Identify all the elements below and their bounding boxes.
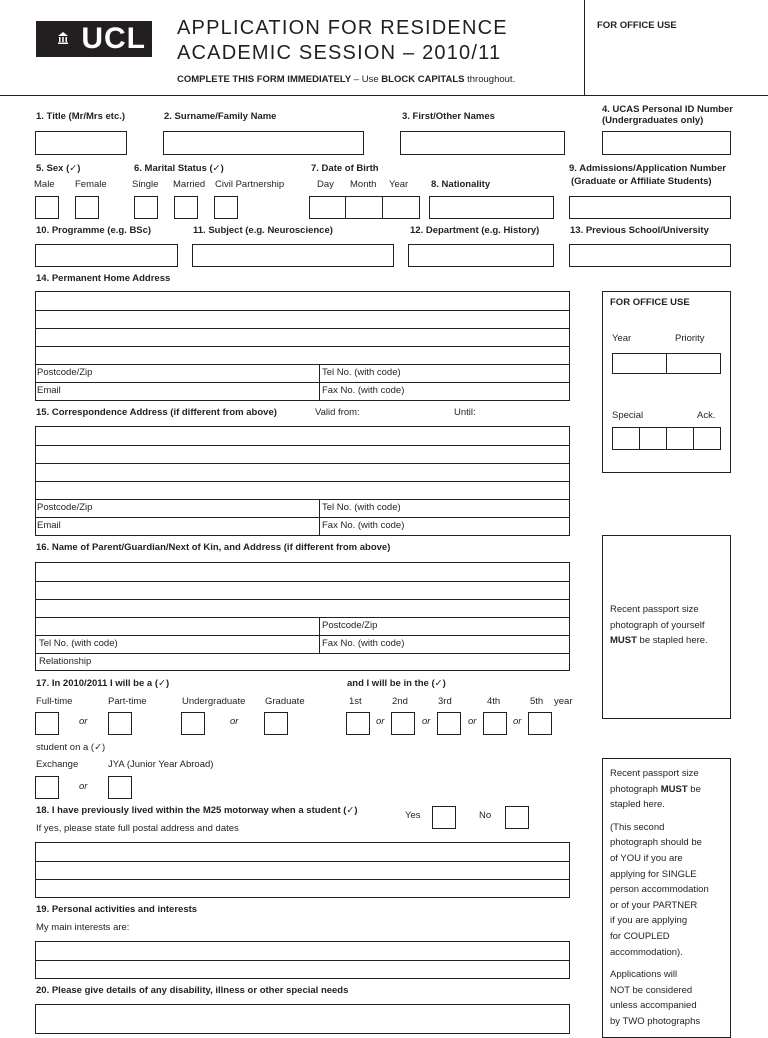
address-rule xyxy=(36,445,569,446)
m25-address-block[interactable] xyxy=(35,842,570,898)
label-programme: 10. Programme (e.g. BSc) xyxy=(36,225,152,236)
office-panel-title: FOR OFFICE USE xyxy=(610,297,690,308)
label-dob: 7. Date of Birth xyxy=(311,163,379,174)
or-text: or xyxy=(79,716,88,727)
undergraduate-checkbox[interactable] xyxy=(181,712,205,735)
label-first-names: 3. First/Other Names xyxy=(402,111,495,122)
label-civil-partnership: Civil Partnership xyxy=(215,179,285,190)
jya-checkbox[interactable] xyxy=(108,776,132,799)
year-2-checkbox[interactable] xyxy=(391,712,415,735)
or-text: or xyxy=(468,716,477,727)
form-subtitle: ACADEMIC SESSION – 2010/11 xyxy=(177,42,502,64)
address-divider xyxy=(319,364,320,401)
address-divider xyxy=(319,499,320,536)
address-rule xyxy=(36,960,569,961)
dob-month-field[interactable] xyxy=(345,196,383,219)
address-rule xyxy=(36,879,569,880)
label-previous-school: 13. Previous School/University xyxy=(570,225,709,236)
label-ucas-id: 4. UCAS Personal ID Number xyxy=(602,104,733,115)
special-needs-block[interactable] xyxy=(35,1004,570,1034)
first-names-field[interactable] xyxy=(400,131,565,155)
label-graduate: Graduate xyxy=(265,696,305,707)
label-year-1: 1st xyxy=(349,696,362,707)
label-title: 1. Title (Mr/Mrs etc.) xyxy=(36,111,126,122)
office-year-field[interactable] xyxy=(612,353,667,374)
label-year-of-study: and I will be in the (✓) xyxy=(347,678,446,689)
label-year: Year xyxy=(389,179,409,190)
office-ack-field-1[interactable] xyxy=(666,427,694,450)
address-rule xyxy=(36,635,569,636)
label-department: 12. Department (e.g. History) xyxy=(410,225,540,236)
full-time-checkbox[interactable] xyxy=(35,712,59,735)
label-month: Month xyxy=(350,179,377,190)
marital-single-checkbox[interactable] xyxy=(134,196,158,219)
home-tel-label: Tel No. (with code) xyxy=(322,367,401,378)
label-student-on: student on a (✓) xyxy=(36,742,106,753)
label-part-time: Part-time xyxy=(108,696,147,707)
label-exchange: Exchange xyxy=(36,759,79,770)
label-student-type: 17. In 2010/2011 I will be a (✓) xyxy=(36,678,170,689)
ucl-logo xyxy=(36,21,152,57)
kin-fax-label: Fax No. (with code) xyxy=(322,638,405,649)
address-rule xyxy=(36,382,569,383)
photo-1-instructions: Recent passport size photograph of yourself MUST be stapled here. xyxy=(610,604,708,647)
home-email-label: Email xyxy=(37,385,61,396)
label-no: No xyxy=(479,810,492,821)
label-year-5: 5th xyxy=(530,696,544,707)
or-text: or xyxy=(376,716,385,727)
label-correspondence-address: 15. Correspondence Address (if different from above) xyxy=(36,407,277,418)
or-text: or xyxy=(230,716,239,727)
year-1-checkbox[interactable] xyxy=(346,712,370,735)
address-rule xyxy=(36,581,569,582)
dob-day-field[interactable] xyxy=(309,196,346,219)
or-text: or xyxy=(513,716,522,727)
label-subject: 11. Subject (e.g. Neuroscience) xyxy=(193,225,333,236)
label-ucas-id-note: (Undergraduates only) xyxy=(602,115,704,126)
corr-fax-label: Fax No. (with code) xyxy=(322,520,405,531)
label-year-4: 4th xyxy=(487,696,501,707)
marital-civil-checkbox[interactable] xyxy=(214,196,238,219)
address-rule xyxy=(36,617,569,618)
address-rule xyxy=(36,310,569,311)
label-home-address: 14. Permanent Home Address xyxy=(36,273,171,284)
year-4-checkbox[interactable] xyxy=(483,712,507,735)
label-m25-details: If yes, please state full postal address and dates xyxy=(36,823,239,834)
address-rule xyxy=(36,328,569,329)
previous-school-field[interactable] xyxy=(569,244,731,267)
or-text: or xyxy=(79,781,88,792)
label-valid-from: Valid from: xyxy=(315,407,360,418)
portico-icon xyxy=(58,32,68,44)
label-year-suffix: year xyxy=(554,696,573,707)
label-full-time: Full-time xyxy=(36,696,73,707)
label-next-of-kin: 16. Name of Parent/Guardian/Next of Kin, and Address (if different from above) xyxy=(36,542,391,553)
address-rule xyxy=(36,861,569,862)
label-year-3: 3rd xyxy=(438,696,452,707)
office-priority-field[interactable] xyxy=(666,353,721,374)
sex-male-checkbox[interactable] xyxy=(35,196,59,219)
label-married: Married xyxy=(173,179,206,190)
surname-field[interactable] xyxy=(163,131,364,155)
exchange-checkbox[interactable] xyxy=(35,776,59,799)
programme-field[interactable] xyxy=(35,244,178,267)
address-rule xyxy=(36,346,569,347)
label-day: Day xyxy=(317,179,334,190)
nationality-field[interactable] xyxy=(429,196,554,219)
label-single: Single xyxy=(132,179,159,190)
header-rule xyxy=(0,95,768,96)
corr-email-label: Email xyxy=(37,520,61,531)
kin-postcode-label: Postcode/Zip xyxy=(322,620,378,631)
label-female: Female xyxy=(75,179,107,190)
year-5-checkbox[interactable] xyxy=(528,712,552,735)
office-priority-label: Priority xyxy=(675,333,705,344)
label-male: Male xyxy=(34,179,55,190)
title-field[interactable] xyxy=(35,131,127,155)
kin-tel-label: Tel No. (with code) xyxy=(39,638,118,649)
label-until: Until: xyxy=(454,407,476,418)
address-rule xyxy=(36,481,569,482)
home-fax-label: Fax No. (with code) xyxy=(322,385,405,396)
address-divider xyxy=(319,617,320,654)
label-main-interests: My main interests are: xyxy=(36,922,130,933)
office-special-label: Special xyxy=(612,410,644,421)
year-3-checkbox[interactable] xyxy=(437,712,461,735)
address-rule xyxy=(36,653,569,654)
kin-relationship-label: Relationship xyxy=(39,656,92,667)
ucas-id-field[interactable] xyxy=(602,131,731,155)
office-special-field-1[interactable] xyxy=(612,427,640,450)
label-surname: 2. Surname/Family Name xyxy=(164,111,277,122)
corr-tel-label: Tel No. (with code) xyxy=(322,502,401,513)
home-postcode-label: Postcode/Zip xyxy=(37,367,93,378)
admissions-number-field[interactable] xyxy=(569,196,731,219)
sex-female-checkbox[interactable] xyxy=(75,196,99,219)
address-rule xyxy=(36,463,569,464)
address-rule xyxy=(36,599,569,600)
m25-no-checkbox[interactable] xyxy=(505,806,529,829)
label-m25: 18. I have previously lived within the M25 motorway when a student (✓) xyxy=(36,805,358,816)
subject-field[interactable] xyxy=(192,244,394,267)
office-year-label: Year xyxy=(612,333,632,344)
or-text: or xyxy=(422,716,431,727)
header-office-use: FOR OFFICE USE xyxy=(597,20,677,31)
photo-2-instructions: Recent passport size photograph MUST be stapled here. (This second photograph should be of YOU if you are applying for SINGLE person accommodation or of your PARTNER if you are applying for COUPLED accommodation). Applications will NOT be considered unless accompanied by TWO photographs xyxy=(610,768,709,1027)
marital-married-checkbox[interactable] xyxy=(174,196,198,219)
home-address-block[interactable] xyxy=(35,291,570,401)
part-time-checkbox[interactable] xyxy=(108,712,132,735)
m25-yes-checkbox[interactable] xyxy=(432,806,456,829)
logo-text: UCL xyxy=(81,22,146,55)
label-undergraduate: Undergraduate xyxy=(182,696,246,707)
address-rule xyxy=(36,517,569,518)
label-admissions-note: (Graduate or Affiliate Students) xyxy=(571,176,712,187)
label-special-needs: 20. Please give details of any disability, illness or other special needs xyxy=(36,985,349,996)
form-title: APPLICATION FOR RESIDENCE xyxy=(177,17,508,39)
label-sex: 5. Sex (✓) xyxy=(36,163,81,174)
office-use-panel xyxy=(602,291,731,473)
office-ack-label: Ack. xyxy=(697,410,716,421)
label-activities: 19. Personal activities and interests xyxy=(36,904,198,915)
label-marital-status: 6. Marital Status (✓) xyxy=(134,163,224,174)
address-rule xyxy=(36,499,569,500)
label-jya: JYA (Junior Year Abroad) xyxy=(108,759,214,770)
form-instruction: COMPLETE THIS FORM IMMEDIATELY – Use BLOCK CAPITALS throughout. xyxy=(177,74,516,85)
header-divider xyxy=(584,0,585,96)
corr-postcode-label: Postcode/Zip xyxy=(37,502,93,513)
department-field[interactable] xyxy=(408,244,554,267)
office-ack-field-2[interactable] xyxy=(693,427,721,450)
label-yes: Yes xyxy=(405,810,421,821)
label-nationality: 8. Nationality xyxy=(431,179,491,190)
label-year-2: 2nd xyxy=(392,696,408,707)
next-of-kin-block[interactable] xyxy=(35,562,570,671)
office-special-field-2[interactable] xyxy=(639,427,667,450)
interests-block[interactable] xyxy=(35,941,570,979)
correspondence-address-block[interactable] xyxy=(35,426,570,536)
label-admissions-number: 9. Admissions/Application Number xyxy=(569,163,726,174)
graduate-checkbox[interactable] xyxy=(264,712,288,735)
dob-year-field[interactable] xyxy=(382,196,420,219)
address-rule xyxy=(36,364,569,365)
